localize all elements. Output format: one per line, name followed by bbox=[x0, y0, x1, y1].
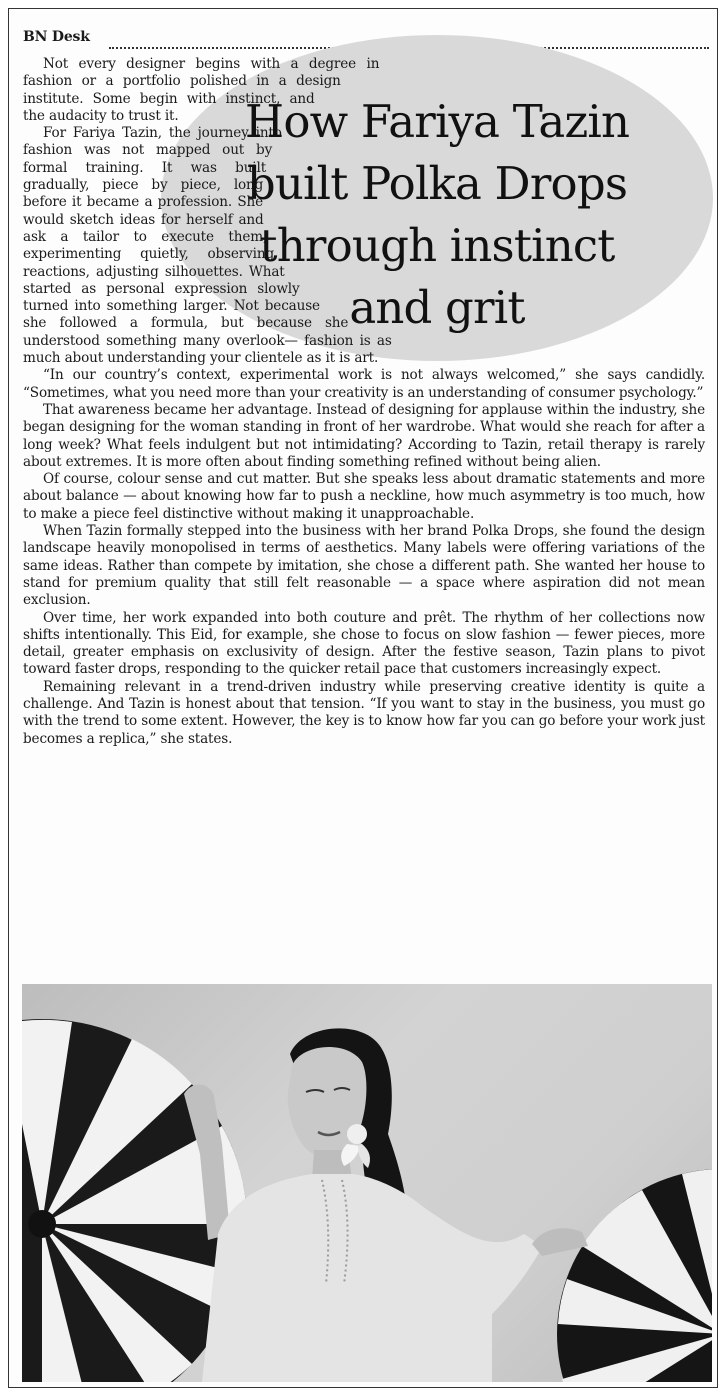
paragraph: “In our country’s context, experimental work is not always welcomed,” she says candidly. “Sometimes, what you need more than your creativity is an understanding of consumer psychology.” bbox=[23, 367, 705, 401]
byline: BN Desk bbox=[23, 29, 90, 45]
kaftan bbox=[202, 1174, 542, 1382]
paragraph: Not every designer begins with a degree in fashion or a portfolio polished in a design institute. Some begin with instinct, and the audacity to trust it. bbox=[23, 56, 380, 124]
paragraph: That awareness became her advantage. Instead of designing for applause within the industry, she began designing for the woman standing in front of her wardrobe. What would she reach for after a long week? What feels indulgent but not intimidating? According to Tazin, retail therapy is rarely about extremes. It is more often about finding something refined without being alien. bbox=[23, 401, 705, 470]
headline-line: How Fariya Tazin bbox=[244, 95, 630, 148]
headline bbox=[181, 91, 693, 339]
paragraph: When Tazin formally stepped into the business with her brand Polka Drops, she found the design landscape heavily monopolised in terms of aesthetics. Many labels were offering variations of the same ideas. Rather than compete by imitation, she chose a different path. She wanted her house to stand for premium quality that still felt reasonable — a space where aspiration did not mean exclusion. bbox=[23, 523, 705, 609]
article-photo bbox=[22, 984, 712, 1382]
paragraph: Remaining relevant in a trend-driven industry while preserving creative identity is quite a challenge. And Tazin is honest about that tension. “If you want to stay in the business, you must go with the trend to some extent. However, the key is to know how far you can go before your work just becomes a replica,” she states. bbox=[23, 678, 705, 747]
portrait-illustration bbox=[22, 984, 712, 1382]
paragraph: Of course, colour sense and cut matter. But she speaks less about dramatic statements and more about balance — about knowing how far to push a neckline, how much asymmetry is too much, how to make a piece feel distinctive without making it unapproachable. bbox=[23, 471, 705, 522]
headline-line: built Polka Drops bbox=[246, 157, 628, 210]
paragraph: For Fariya Tazin, the journey into fashion was not mapped out by formal training. It was built gradually, piece by piece, long before it became a profession. She would sketch ideas for herself and ask a tailor to execute them, experimenting quietly, observing reactions, adjusting silhouettes. What started as personal expression slowly turned into something larger. Not because she followed a formula, but because she understood something many overlook— fashion is as much about understanding your clientele as it is art. bbox=[23, 125, 392, 367]
headline-line: and grit bbox=[349, 281, 525, 334]
paragraph: Over time, her work expanded into both couture and prêt. The rhythm of her collections now shifts intentionally. This Eid, for example, she chose to focus on slow fashion — fewer pieces, more detail, greater emphasis on exclusivity of design. After the festive season, Tazin plans to pivot toward faster drops, responding to the quicker retail pace that customers increasingly expect. bbox=[23, 609, 705, 678]
headline-line: through instinct bbox=[259, 219, 615, 272]
right-fan-disc bbox=[557, 1169, 712, 1382]
newspaper-article bbox=[8, 8, 718, 1388]
